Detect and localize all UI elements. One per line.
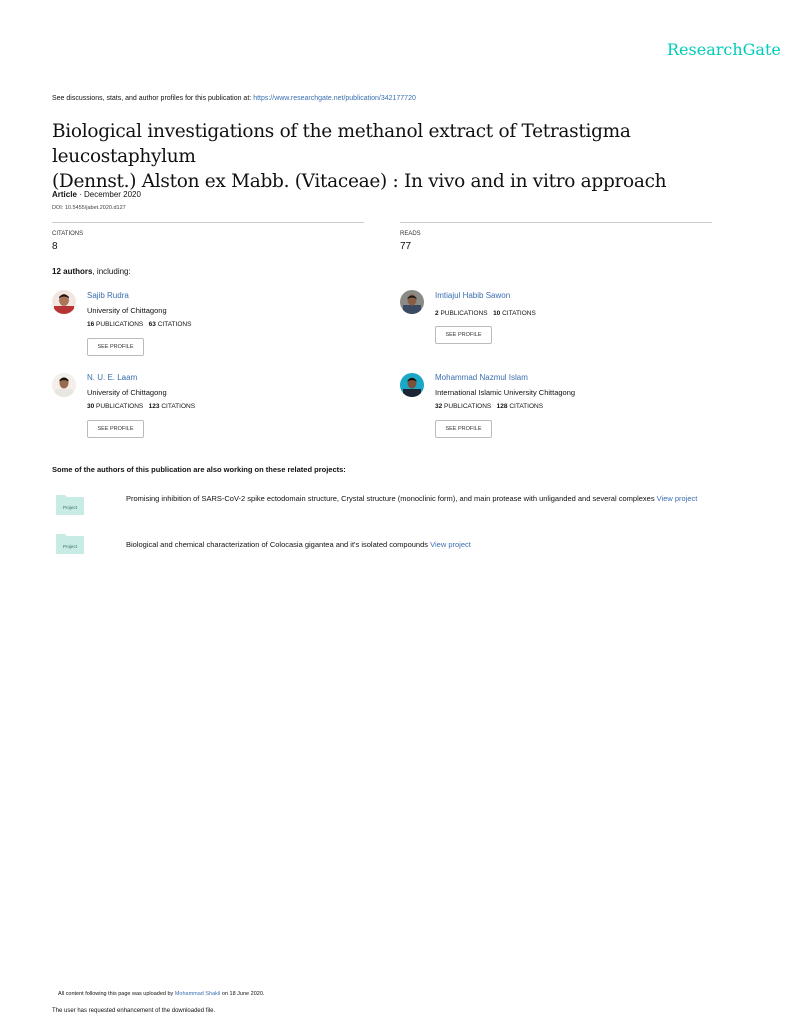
citations-count: 63	[148, 321, 156, 328]
article-type: Article	[52, 190, 77, 199]
author-stats	[435, 310, 536, 317]
citations-label: CITATIONS	[157, 321, 192, 328]
enhancement-note: The user has requested enhancement of the downloaded file.	[52, 1008, 216, 1014]
doi: DOI: 10.5455/jabet.2020.d127	[52, 205, 126, 211]
upload-prefix: All content following this page was uploaded by	[58, 991, 174, 997]
author-institution: University of Chittagong	[87, 388, 167, 397]
publications-label: PUBLICATIONS	[444, 403, 492, 410]
publications-label: PUBLICATIONS	[96, 403, 144, 410]
citations-count: 10	[493, 310, 501, 317]
citations-label: CITATIONS	[502, 310, 536, 317]
author-institution: University of Chittagong	[87, 306, 167, 315]
project-item	[126, 492, 726, 505]
project-icon-label: Project	[62, 544, 78, 549]
uploader-link[interactable]: Mohammad Shakil	[174, 991, 221, 997]
project-description: Biological and chemical characterization of Colocasia gigantea and it's isolated compounds	[126, 540, 429, 549]
reads-divider	[400, 222, 712, 223]
avatar-sajib-rudra[interactable]	[52, 290, 76, 314]
see-profile-button[interactable]: SEE PROFILE	[435, 420, 492, 438]
citations-divider	[52, 222, 364, 223]
see-profile-button[interactable]: SEE PROFILE	[87, 338, 144, 356]
author-stats	[435, 403, 543, 410]
title-line-1: Biological investigations of the methanol extract of Tetrastigma leucostaphylum	[52, 121, 631, 167]
reads-value: 77	[400, 241, 412, 252]
citations-label: CITATIONS	[509, 403, 544, 410]
publications-label: PUBLICATIONS	[440, 310, 488, 317]
project-icon-label: Project	[62, 505, 78, 510]
see-prefix: See discussions, stats, and author profiles for this publication at:	[52, 95, 252, 102]
publication-url-link[interactable]: https://www.researchgate.net/publication/342177720	[253, 95, 416, 102]
author-institution: International Islamic University Chittagong	[435, 388, 576, 397]
reads-label: READS	[400, 231, 421, 237]
publications-count: 2	[435, 310, 439, 317]
citations-count: 128	[496, 403, 508, 410]
avatar-mohammad-nazmul-islam[interactable]	[400, 373, 424, 397]
view-project-link[interactable]: View project	[656, 494, 698, 503]
upload-note	[58, 991, 264, 997]
citations-count: 123	[148, 403, 160, 410]
publication-type	[52, 190, 141, 199]
related-projects-heading: Some of the authors of this publication are also working on these related projects:	[52, 465, 346, 474]
project-item	[126, 538, 726, 551]
researchgate-logo[interactable]: ResearchGate	[667, 40, 781, 59]
title-line-2: (Dennst.) Alston ex Mabb. (Vitaceae) : In vivo and in vitro approach	[52, 171, 667, 192]
citations-value: 8	[52, 241, 58, 252]
see-profile-button[interactable]: SEE PROFILE	[87, 420, 144, 438]
see-profile-button[interactable]: SEE PROFILE	[435, 326, 492, 344]
authors-suffix: , including:	[92, 267, 131, 276]
author-name-link[interactable]: Mohammad Nazmul Islam	[435, 373, 528, 382]
author-stats	[87, 321, 191, 328]
author-name-link[interactable]: N. U. E. Laam	[87, 373, 138, 382]
upload-suffix: on 18 June 2020.	[221, 991, 265, 997]
publications-label: PUBLICATIONS	[96, 321, 144, 328]
citations-label: CITATIONS	[161, 403, 196, 410]
avatar-imtiajul-habib-sawon[interactable]	[400, 290, 424, 314]
author-name-link[interactable]: Sajib Rudra	[87, 291, 129, 300]
publication-date: · December 2020	[79, 190, 141, 199]
project-folder-icon[interactable]	[56, 532, 84, 552]
publications-count: 32	[435, 403, 443, 410]
publications-count: 16	[87, 321, 95, 328]
project-description: Promising inhibition of SARS-CoV-2 spike ectodomain structure, Crystal structure (monoclinic form), and main protease with unliganded and several complexes	[126, 494, 655, 503]
publications-count: 30	[87, 403, 95, 410]
author-name-link[interactable]: Imtiajul Habib Sawon	[435, 291, 511, 300]
project-folder-icon[interactable]	[56, 493, 84, 513]
see-discussions-line	[52, 95, 416, 102]
authors-summary	[52, 267, 131, 276]
paper-title	[52, 119, 772, 194]
view-project-link[interactable]: View project	[430, 540, 471, 549]
avatar-n-u-e-laam[interactable]	[52, 373, 76, 397]
authors-count: 12 authors	[52, 267, 93, 276]
author-stats	[87, 403, 195, 410]
citations-label: CITATIONS	[52, 231, 84, 237]
